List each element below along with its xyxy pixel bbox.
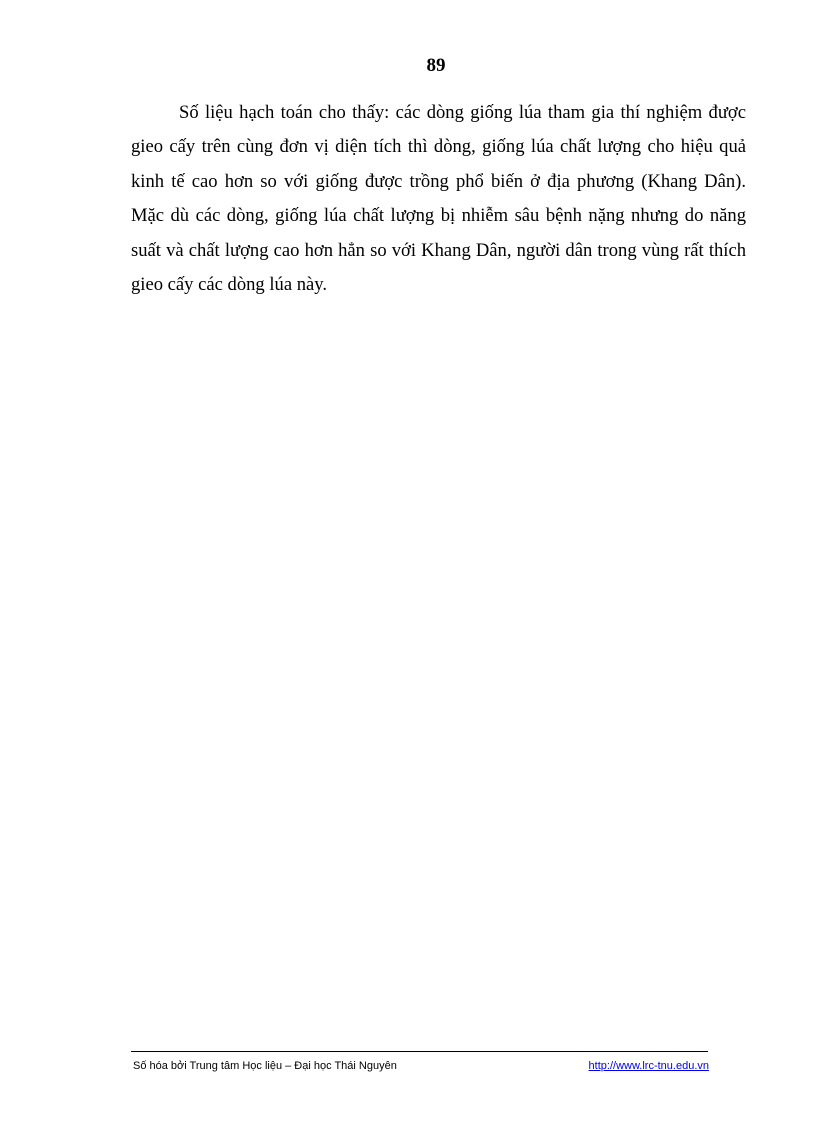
footer-link[interactable]: http://www.lrc-tnu.edu.vn	[588, 1060, 709, 1072]
body-paragraph: Số liệu hạch toán cho thấy: các dòng giống lúa tham gia thí nghiệm được gieo cấy trên cùng đơn vị diện tích thì dòng, giống lúa chất lượng cho hiệu quả kinh tế cao hơn so với giống được trồng phổ biến ở địa phương (Khang Dân). Mặc dù các dòng, giống lúa chất lượng bị nhiễm sâu bệnh nặng nhưng do năng suất và chất lượng cao hơn hẳn so với Khang Dân, người dân trong vùng rất thích gieo cấy các dòng lúa này.	[131, 102, 746, 296]
page-number: 89	[426, 55, 446, 76]
footer-credit: Số hóa bởi Trung tâm Học liệu – Đại học Thái Nguyên	[133, 1060, 397, 1072]
page-footer	[131, 1058, 711, 1074]
footer-divider	[131, 1051, 708, 1052]
